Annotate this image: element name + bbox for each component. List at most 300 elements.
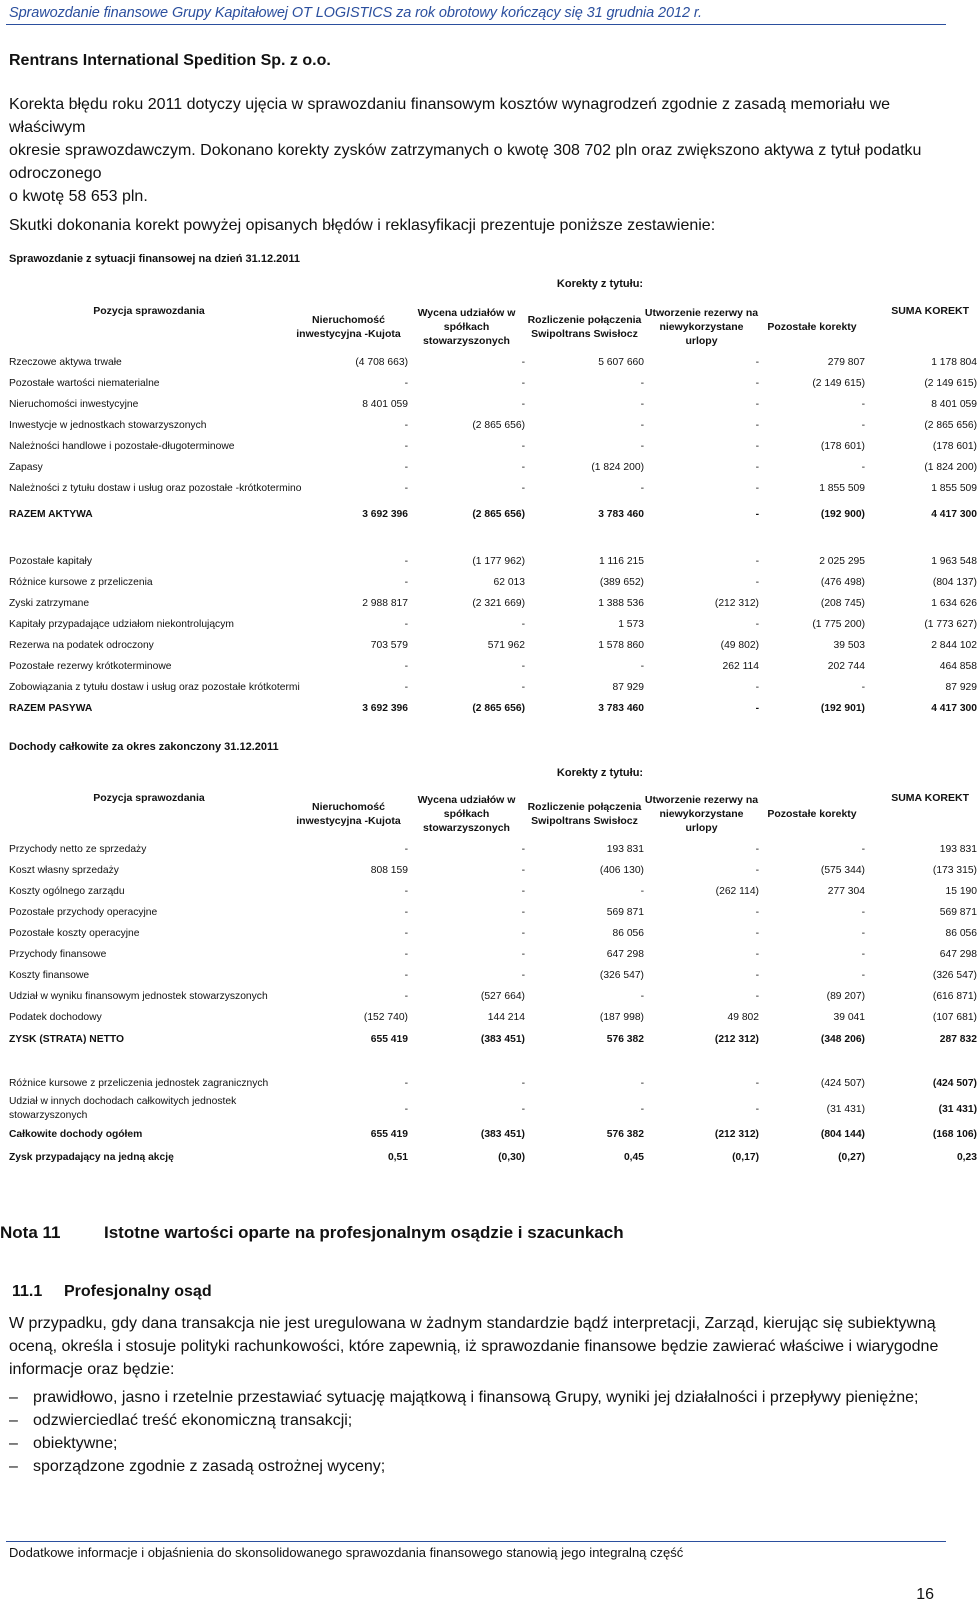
cell-value: 1 855 509 bbox=[931, 483, 977, 494]
cell-value: (262 114) bbox=[715, 886, 759, 897]
cell-value: 39 041 bbox=[833, 1012, 865, 1023]
cell-value: (192 901) bbox=[820, 703, 865, 714]
table-row bbox=[9, 415, 977, 436]
cell-value: 647 298 bbox=[939, 949, 977, 960]
row-label: Różnice kursowe z przeliczenia jednostek zagranicznych bbox=[9, 1078, 269, 1089]
cell-value: - bbox=[521, 928, 525, 939]
cell-value: (406 130) bbox=[599, 865, 644, 876]
cell-value: - bbox=[404, 441, 408, 452]
cell-value: - bbox=[755, 928, 759, 939]
cell-value: - bbox=[521, 907, 525, 918]
cell-value: - bbox=[755, 1078, 759, 1089]
row-label: Zysk przypadający na jedną akcję bbox=[9, 1152, 174, 1163]
cell-value: - bbox=[521, 441, 525, 452]
table-row bbox=[9, 698, 977, 719]
cell-value: - bbox=[521, 970, 525, 981]
cell-value: 2 844 102 bbox=[931, 640, 977, 651]
row-label: Różnice kursowe z przeliczenia bbox=[9, 577, 153, 588]
col-header-kujota: Nieruchomość inwestycyjna -Kujota bbox=[296, 801, 401, 827]
cell-value: - bbox=[755, 420, 759, 431]
para-line: odroczonego bbox=[9, 165, 102, 182]
cell-value: - bbox=[755, 556, 759, 567]
cell-value: (2 865 656) bbox=[924, 420, 977, 431]
table-row bbox=[9, 656, 977, 677]
table2-group-header: Korekty z tytułu: bbox=[556, 767, 644, 779]
row-label bbox=[9, 529, 289, 551]
cell-value: (192 900) bbox=[820, 508, 865, 520]
cell-value: - bbox=[755, 1103, 759, 1115]
col-header-total: SUMA KOREKT bbox=[891, 305, 969, 317]
table-row bbox=[9, 1094, 977, 1124]
row-label: Inwestycje w jednostkach stowarzyszonych bbox=[9, 420, 207, 431]
list-item-text: prawidłowo, jasno i rzetelnie przestawiać sytuację majątkową i finansową Grupy, wyniki jej działalności i przepływy pieniężne; bbox=[33, 1389, 919, 1406]
cell-value: - bbox=[755, 844, 759, 855]
cell-value: - bbox=[404, 886, 408, 897]
col-header-merger: Rozliczenie połączenia Swipoltrans Swisłocz bbox=[527, 801, 642, 827]
table-row bbox=[9, 902, 977, 923]
cell-value: - bbox=[404, 928, 408, 939]
cell-value: - bbox=[404, 577, 408, 588]
cell-value: 87 929 bbox=[612, 682, 644, 693]
row-label: Przychody netto ze sprzedaży bbox=[9, 844, 147, 855]
cell-value: - bbox=[521, 865, 525, 876]
cell-value: - bbox=[404, 1103, 408, 1115]
row-label: RAZEM PASYWA bbox=[9, 703, 93, 714]
list-item: – odzwierciedlać treść ekonomiczną transakcji; bbox=[9, 1412, 353, 1429]
table-row bbox=[9, 1028, 977, 1051]
table-row bbox=[9, 1124, 977, 1144]
cell-value: - bbox=[404, 682, 408, 693]
section-title: Profesjonalny osąd bbox=[64, 1283, 212, 1300]
cell-value: (208 745) bbox=[820, 598, 865, 609]
row-label: Należności handlowe i pozostałe-długoterminowe bbox=[9, 441, 235, 452]
cell-value: 62 013 bbox=[493, 577, 525, 588]
cell-value: - bbox=[640, 483, 644, 494]
cell-value: (212 312) bbox=[714, 1128, 759, 1140]
cell-value: (89 207) bbox=[826, 991, 865, 1002]
cell-value: 1 963 548 bbox=[931, 556, 977, 567]
table-row bbox=[9, 457, 977, 478]
cell-value: 144 214 bbox=[487, 1012, 525, 1023]
cell-value: - bbox=[755, 949, 759, 960]
para-line: Korekta błędu roku 2011 dotyczy ujęcia w sprawozdaniu finansowym kosztów wynagrodzeń zgodnie z zasadą memoriału we właściwym bbox=[9, 96, 891, 136]
cell-value: (424 507) bbox=[932, 1078, 977, 1089]
col-header-merger: Rozliczenie połączenia Swipoltrans Swisłocz bbox=[527, 314, 642, 340]
table-row bbox=[9, 677, 977, 698]
cell-value: (424 507) bbox=[820, 1078, 865, 1089]
cell-value: 576 382 bbox=[606, 1034, 644, 1045]
cell-value: (1 773 627) bbox=[924, 619, 977, 630]
cell-value: - bbox=[640, 378, 644, 389]
cell-value: (107 681) bbox=[932, 1012, 977, 1023]
cell-value: 193 831 bbox=[606, 844, 644, 855]
cell-value bbox=[759, 1051, 865, 1073]
table-row bbox=[9, 1007, 977, 1028]
note-number: Nota 11 bbox=[0, 1223, 61, 1242]
table-row bbox=[9, 572, 977, 593]
cell-value: - bbox=[755, 577, 759, 588]
table-row bbox=[9, 436, 977, 457]
cell-value: - bbox=[861, 907, 865, 918]
table1-group-header: Korekty z tytułu: bbox=[556, 278, 644, 290]
cell-value: (0,17) bbox=[732, 1152, 759, 1163]
cell-value: 1 573 bbox=[618, 619, 644, 630]
row-label: Pozostałe rezerwy krótkoterminowe bbox=[9, 661, 172, 672]
cell-value: - bbox=[404, 949, 408, 960]
cell-value: - bbox=[521, 399, 525, 410]
cell-value: - bbox=[640, 399, 644, 410]
table-row bbox=[9, 839, 977, 860]
cell-value: - bbox=[861, 844, 865, 855]
cell-value: 86 056 bbox=[945, 928, 977, 939]
row-label: ZYSK (STRATA) NETTO bbox=[9, 1034, 124, 1045]
cell-value: (2 321 669) bbox=[472, 598, 525, 609]
table-row bbox=[9, 394, 977, 415]
cell-value: 279 807 bbox=[827, 357, 865, 368]
cell-value: (1 177 962) bbox=[472, 556, 525, 567]
row-label: Pozostałe przychody operacyjne bbox=[9, 907, 158, 918]
cell-value: (0,30) bbox=[498, 1152, 525, 1163]
cell-value bbox=[759, 529, 865, 551]
table-row bbox=[9, 1051, 977, 1073]
cell-value: - bbox=[404, 378, 408, 389]
cell-value: (1 775 200) bbox=[812, 619, 865, 630]
cell-value: 39 503 bbox=[833, 640, 865, 651]
table-row bbox=[9, 944, 977, 965]
cell-value: (0,27) bbox=[838, 1152, 865, 1163]
table-row bbox=[9, 499, 977, 529]
cell-value: - bbox=[521, 483, 525, 494]
cell-value: 15 190 bbox=[945, 886, 977, 897]
effects-paragraph: Skutki dokonania korekt powyżej opisanych błędów i reklasyfikacji prezentuje poniższe zestawienie: bbox=[9, 217, 716, 234]
cell-value: - bbox=[755, 907, 759, 918]
cell-value: (383 451) bbox=[480, 1128, 525, 1140]
cell-value: (212 312) bbox=[714, 1034, 759, 1045]
cell-value: (49 802) bbox=[720, 640, 759, 651]
cell-value: - bbox=[521, 949, 525, 960]
page-header: Sprawozdanie finansowe Grupy Kapitałowej OT LOGISTICS za rok obrotowy kończący się 31 grudnia 2012 r. bbox=[9, 5, 702, 21]
row-label: Pozostałe koszty operacyjne bbox=[9, 928, 140, 939]
cell-value: (152 740) bbox=[363, 1012, 408, 1023]
correction-paragraph bbox=[9, 93, 939, 208]
row-label bbox=[9, 1051, 289, 1073]
cell-value: - bbox=[640, 661, 644, 672]
cell-value: 5 607 660 bbox=[598, 357, 644, 368]
cell-value bbox=[289, 529, 408, 551]
cell-value: (476 498) bbox=[820, 577, 865, 588]
cell-value: 571 962 bbox=[487, 640, 525, 651]
cell-value: (31 431) bbox=[938, 1103, 977, 1115]
cell-value: - bbox=[755, 483, 759, 494]
list-item-text: odzwierciedlać treść ekonomiczną transakcji; bbox=[33, 1412, 353, 1429]
cell-value bbox=[408, 1051, 525, 1073]
cell-value: (2 865 656) bbox=[472, 420, 525, 431]
row-label: Udział w innych dochodach całkowitych jednostek stowarzyszonych bbox=[9, 1096, 237, 1121]
table-row bbox=[9, 352, 977, 373]
cell-value: 464 858 bbox=[939, 661, 977, 672]
cell-value: - bbox=[861, 949, 865, 960]
cell-value bbox=[865, 1051, 977, 1073]
cell-value: - bbox=[755, 970, 759, 981]
cell-value: 202 744 bbox=[827, 661, 865, 672]
list-item: – obiektywne; bbox=[9, 1435, 118, 1452]
cell-value: 1 178 804 bbox=[931, 357, 977, 368]
cell-value: 0,23 bbox=[956, 1152, 977, 1163]
cell-value: 0,51 bbox=[387, 1152, 408, 1163]
cell-value: - bbox=[521, 357, 525, 368]
cell-value: - bbox=[521, 1103, 525, 1115]
cell-value: - bbox=[861, 928, 865, 939]
cell-value: 4 417 300 bbox=[931, 508, 977, 520]
cell-value: - bbox=[404, 907, 408, 918]
comprehensive-income-table bbox=[9, 789, 977, 1171]
cell-value: (2 149 615) bbox=[812, 378, 865, 389]
row-label: Całkowite dochody ogółem bbox=[9, 1128, 143, 1140]
cell-value: (212 312) bbox=[714, 598, 759, 609]
cell-value bbox=[289, 1051, 408, 1073]
cell-value: 193 831 bbox=[939, 844, 977, 855]
cell-value: (527 664) bbox=[480, 991, 525, 1002]
table-row bbox=[9, 635, 977, 656]
row-label: Rzeczowe aktywa trwałe bbox=[9, 357, 122, 368]
cell-value: - bbox=[404, 556, 408, 567]
para-line: o kwotę 58 653 pln. bbox=[9, 188, 148, 205]
cell-value: - bbox=[521, 378, 525, 389]
cell-value: - bbox=[640, 1103, 644, 1115]
cell-value: - bbox=[404, 462, 408, 473]
col-header-leave-provision: Utworzenie rezerwy na niewykorzystane urlopy bbox=[644, 307, 759, 347]
cell-value: (1 824 200) bbox=[591, 462, 644, 473]
row-label: RAZEM AKTYWA bbox=[9, 508, 93, 520]
row-label: Koszty ogólnego zarządu bbox=[9, 886, 125, 897]
cell-value: - bbox=[404, 420, 408, 431]
footer-divider bbox=[6, 1541, 946, 1542]
cell-value: - bbox=[755, 865, 759, 876]
cell-value: - bbox=[755, 682, 759, 693]
row-label: Nieruchomości inwestycyjne bbox=[9, 399, 139, 410]
cell-value: - bbox=[861, 420, 865, 431]
row-label: Zapasy bbox=[9, 462, 43, 473]
cell-value: 1 634 626 bbox=[931, 598, 977, 609]
table-row bbox=[9, 860, 977, 881]
table2-title: Dochody całkowite za okres zakonczony 31.12.2011 bbox=[9, 741, 279, 753]
cell-value: - bbox=[521, 682, 525, 693]
cell-value bbox=[525, 529, 644, 551]
cell-value: (383 451) bbox=[480, 1034, 525, 1045]
cell-value: 703 579 bbox=[370, 640, 408, 651]
cell-value: - bbox=[521, 462, 525, 473]
cell-value: - bbox=[861, 462, 865, 473]
cell-value: (173 315) bbox=[932, 865, 977, 876]
cell-value: 1 855 509 bbox=[819, 483, 865, 494]
page-footer: Dodatkowe informacje i objaśnienia do skonsolidowanego sprawozdania finansowego stanowią jego integralną część bbox=[9, 1545, 684, 1560]
row-label: Podatek dochodowy bbox=[9, 1012, 102, 1023]
col-header-total: SUMA KOREKT bbox=[891, 792, 969, 804]
col-header-position: Pozycja sprawozdania bbox=[93, 792, 205, 804]
col-header-position: Pozycja sprawozdania bbox=[93, 305, 205, 317]
cell-value: (2 865 656) bbox=[472, 508, 525, 520]
cell-value: 49 802 bbox=[727, 1012, 759, 1023]
table-row bbox=[9, 881, 977, 902]
cell-value: 262 114 bbox=[722, 661, 759, 672]
list-item-text: sporządzone zgodnie z zasadą ostrożnej wyceny; bbox=[33, 1458, 386, 1475]
cell-value: - bbox=[755, 378, 759, 389]
header-divider bbox=[6, 24, 946, 25]
table-header-row bbox=[9, 302, 977, 352]
table-row bbox=[9, 614, 977, 635]
table-row bbox=[9, 529, 977, 551]
row-label: Pozostałe kapitały bbox=[9, 556, 92, 567]
row-label: Koszty finansowe bbox=[9, 970, 90, 981]
cell-value: (4 708 663) bbox=[355, 357, 408, 368]
cell-value: (348 206) bbox=[820, 1034, 865, 1045]
table-row bbox=[9, 593, 977, 614]
note-title: Istotne wartości oparte na profesjonalnym osądzie i szacunkach bbox=[104, 1223, 624, 1242]
cell-value: (326 547) bbox=[932, 970, 977, 981]
cell-value: - bbox=[521, 619, 525, 630]
cell-value: - bbox=[640, 991, 644, 1002]
body-paragraph: W przypadku, gdy dana transakcja nie jest uregulowana w żadnym standardzie bądź interpretacji, Zarząd, kierując się subiektywną oceną, określa i stosuje polityki rachunkowości, które zapewnią, iż sprawozdanie finansowe będzie zawierać właściwe i wiarygodne informacje oraz będzie: bbox=[9, 1315, 939, 1378]
col-header-leave-provision: Utworzenie rezerwy na niewykorzystane urlopy bbox=[644, 794, 759, 834]
cell-value: - bbox=[521, 844, 525, 855]
cell-value: - bbox=[755, 462, 759, 473]
cell-value bbox=[408, 529, 525, 551]
cell-value: (168 106) bbox=[932, 1128, 977, 1140]
cell-value: 3 692 396 bbox=[362, 703, 408, 714]
cell-value: - bbox=[755, 991, 759, 1002]
cell-value: - bbox=[404, 1078, 408, 1089]
table-row bbox=[9, 986, 977, 1007]
cell-value: - bbox=[404, 483, 408, 494]
cell-value: 1 116 215 bbox=[598, 556, 644, 567]
cell-value: - bbox=[861, 399, 865, 410]
cell-value: 3 783 460 bbox=[598, 508, 644, 520]
cell-value: - bbox=[404, 970, 408, 981]
cell-value: 4 417 300 bbox=[931, 703, 977, 714]
list-item-text: obiektywne; bbox=[33, 1435, 118, 1452]
cell-value: - bbox=[640, 1078, 644, 1089]
cell-value: 287 832 bbox=[939, 1034, 977, 1045]
table-row bbox=[9, 923, 977, 944]
cell-value: 8 401 059 bbox=[931, 399, 977, 410]
financial-position-table bbox=[9, 302, 977, 719]
para-line: okresie sprawozdawczym. Dokonano korekty zysków zatrzymanych o kwotę 308 702 pln oraz zwiększono aktywa z tytuł podatku bbox=[9, 142, 922, 159]
cell-value: (575 344) bbox=[820, 865, 865, 876]
cell-value: 569 871 bbox=[939, 907, 977, 918]
cell-value: 655 419 bbox=[370, 1128, 408, 1140]
list-item: – sporządzone zgodnie z zasadą ostrożnej wyceny; bbox=[9, 1458, 386, 1475]
cell-value: 1 578 860 bbox=[598, 640, 644, 651]
cell-value: 8 401 059 bbox=[362, 399, 408, 410]
section-number: 11.1 bbox=[12, 1283, 43, 1300]
cell-value: 3 692 396 bbox=[362, 508, 408, 520]
table-header-row bbox=[9, 789, 977, 839]
cell-value: (1 824 200) bbox=[924, 462, 977, 473]
cell-value: 2 988 817 bbox=[362, 598, 408, 609]
table-row bbox=[9, 551, 977, 572]
cell-value: - bbox=[404, 619, 408, 630]
cell-value: 2 025 295 bbox=[819, 556, 865, 567]
row-label: Kapitały przypadające udziałom niekontrolującym bbox=[9, 619, 234, 630]
cell-value: - bbox=[404, 991, 408, 1002]
cell-value: 808 159 bbox=[370, 865, 408, 876]
cell-value: (2 149 615) bbox=[924, 378, 977, 389]
cell-value bbox=[865, 529, 977, 551]
cell-value: - bbox=[755, 703, 759, 714]
row-label: Zobowiązania z tytułu dostaw i usług oraz pozostałe krótkotermi bbox=[9, 682, 300, 693]
col-header-associates: Wycena udziałów w spółkach stowarzyszonych bbox=[417, 794, 516, 834]
cell-value: - bbox=[755, 441, 759, 452]
cell-value: (804 144) bbox=[820, 1128, 865, 1140]
cell-value: (178 601) bbox=[820, 441, 865, 452]
cell-value: (804 137) bbox=[932, 577, 977, 588]
cell-value: - bbox=[755, 619, 759, 630]
cell-value: - bbox=[755, 357, 759, 368]
cell-value: 277 304 bbox=[827, 886, 865, 897]
cell-value: - bbox=[640, 441, 644, 452]
cell-value: 3 783 460 bbox=[598, 703, 644, 714]
cell-value bbox=[644, 1051, 759, 1073]
cell-value: 87 929 bbox=[945, 682, 977, 693]
list-item: – prawidłowo, jasno i rzetelnie przestawiać sytuację majątkową i finansową Grupy, wyniki jej działalności i przepływy pieniężne; bbox=[9, 1389, 919, 1406]
cell-value: - bbox=[404, 661, 408, 672]
table-row bbox=[9, 373, 977, 394]
row-label: Przychody finansowe bbox=[9, 949, 107, 960]
col-header-associates: Wycena udziałów w spółkach stowarzyszonych bbox=[417, 307, 516, 347]
cell-value: (187 998) bbox=[599, 1012, 644, 1023]
table1-title: Sprawozdanie z sytuacji finansowej na dzień 31.12.2011 bbox=[9, 253, 301, 265]
col-header-other: Pozostałe korekty bbox=[767, 321, 857, 333]
cell-value: - bbox=[861, 970, 865, 981]
table-row bbox=[9, 965, 977, 986]
cell-value: - bbox=[640, 420, 644, 431]
cell-value: (326 547) bbox=[599, 970, 644, 981]
cell-value: (389 652) bbox=[599, 577, 644, 588]
cell-value bbox=[644, 529, 759, 551]
cell-value: (31 431) bbox=[826, 1103, 865, 1115]
cell-value: 1 388 536 bbox=[598, 598, 644, 609]
cell-value: - bbox=[755, 508, 759, 520]
cell-value: - bbox=[521, 886, 525, 897]
cell-value: (616 871) bbox=[932, 991, 977, 1002]
company-name: Rentrans International Spedition Sp. z o.o. bbox=[9, 52, 331, 69]
row-label: Koszt własny sprzedaży bbox=[9, 865, 119, 876]
cell-value: - bbox=[640, 886, 644, 897]
table-row bbox=[9, 478, 977, 499]
cell-value: - bbox=[521, 1078, 525, 1089]
cell-value: - bbox=[861, 682, 865, 693]
cell-value: 655 419 bbox=[370, 1034, 408, 1045]
cell-value: - bbox=[404, 844, 408, 855]
cell-value: - bbox=[521, 661, 525, 672]
page-number: 16 bbox=[916, 1586, 934, 1603]
cell-value: 569 871 bbox=[606, 907, 644, 918]
cell-value bbox=[525, 1051, 644, 1073]
row-label: Udział w wyniku finansowym jednostek stowarzyszonych bbox=[9, 991, 268, 1002]
row-label: Zyski zatrzymane bbox=[9, 598, 90, 609]
col-header-other: Pozostałe korekty bbox=[767, 808, 857, 820]
cell-value: 576 382 bbox=[606, 1128, 644, 1140]
cell-value: (178 601) bbox=[932, 441, 977, 452]
cell-value: 0,45 bbox=[623, 1152, 644, 1163]
row-label: Pozostałe wartości niematerialne bbox=[9, 378, 160, 389]
table-row bbox=[9, 1073, 977, 1094]
row-label: Rezerwa na podatek odroczony bbox=[9, 640, 154, 651]
cell-value: 86 056 bbox=[612, 928, 644, 939]
col-header-kujota: Nieruchomość inwestycyjna -Kujota bbox=[296, 314, 401, 340]
cell-value: 647 298 bbox=[606, 949, 644, 960]
cell-value: - bbox=[755, 399, 759, 410]
